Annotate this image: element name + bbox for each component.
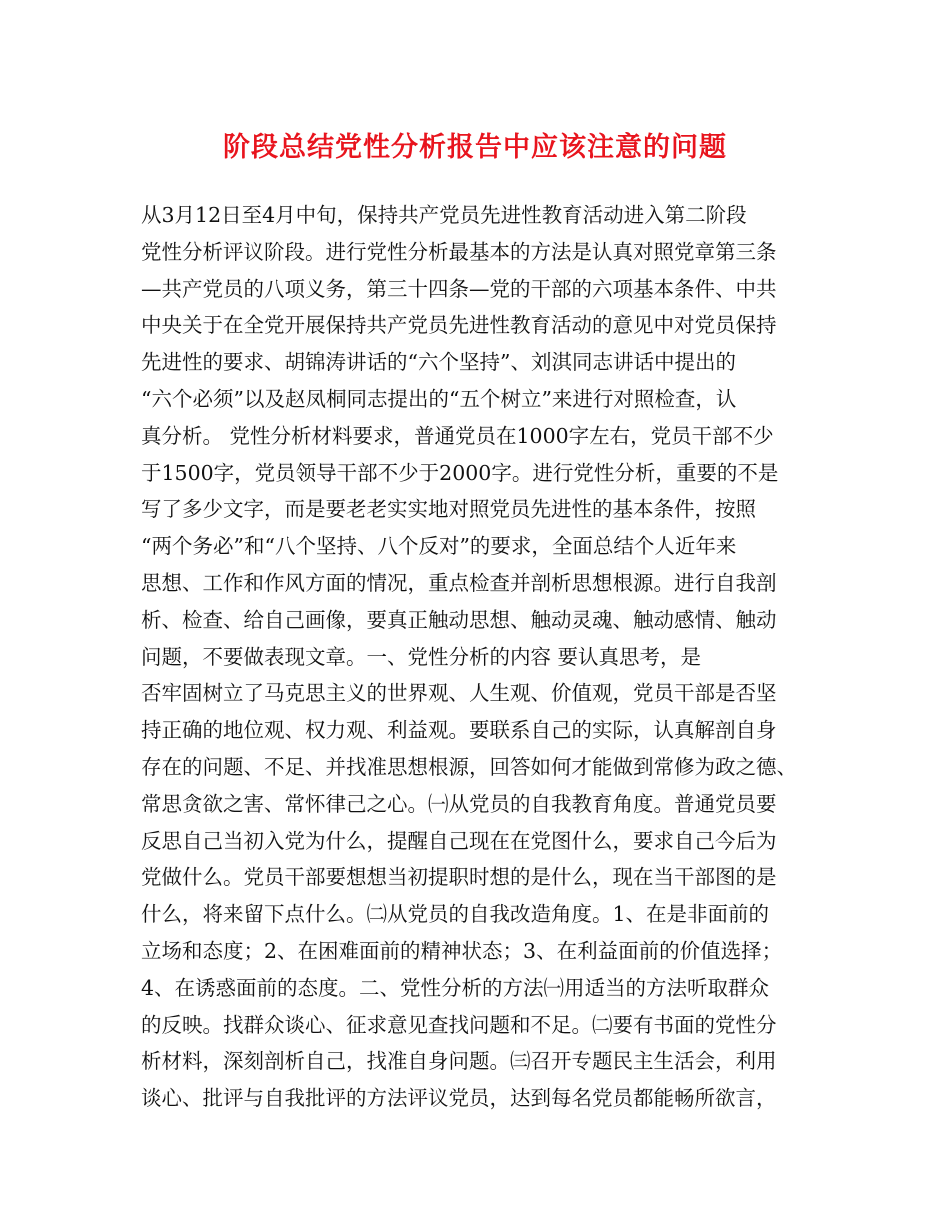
body-line: 持正确的地位观、权力观、利益观。要联系自己的实际，认真解剖自身 — [141, 718, 777, 743]
body-line: 什么，将来留下点什么。㈡从党员的自我改造角度。1、在是非面前的 — [141, 902, 770, 927]
body-line: 常思贪欲之害、常怀律己之心。㈠从党员的自我教育角度。普通党员要 — [141, 791, 777, 816]
body-line: 于1500字，党员领导干部不少于2000字。进行党性分析，重要的不是 — [141, 460, 779, 485]
body-line: “六个必须”以及赵凤桐同志提出的“五个树立”来进行对照检查，认 — [141, 386, 737, 411]
document-body — [141, 197, 821, 1117]
body-line: 从3月12日至4月中旬，保持共产党员先进性教育活动进入第二阶段 — [141, 203, 747, 227]
body-line: 否牢固树立了马克思主义的世界观、人生观、价值观，党员干部是否坚 — [141, 681, 777, 706]
body-line: 立场和态度；2、在困难面前的精神状态；3、在利益面前的价值选择； — [141, 938, 783, 963]
body-line: 反思自己当初入党为什么，提醒自己现在在党图什么，要求自己今后为 — [141, 828, 777, 853]
body-line: 党性分析评议阶段。进行党性分析最基本的方法是认真对照党章第三条 — [141, 239, 777, 264]
body-line: 写了多少文字，而是要老老实实地对照党员先进性的基本条件，按照 — [141, 497, 756, 522]
body-line: 先进性的要求、胡锦涛讲话的“六个坚持”、刘淇同志讲话中提出的 — [141, 350, 736, 375]
body-line: 思想、工作和作风方面的情况，重点检查并剖析思想根源。进行自我剖 — [141, 570, 777, 595]
body-line: 中央关于在全党开展保持共产党员先进性教育活动的意见中对党员保持 — [141, 313, 777, 338]
body-line: 析、检查、给自己画像，要真正触动思想、触动灵魂、触动感情、触动 — [141, 607, 777, 632]
body-line: “两个务必”和“八个坚持、八个反对”的要求，全面总结个人近年来 — [141, 534, 737, 559]
body-line: —共产党员的八项义务，第三十四条—党的干部的六项基本条件、中共 — [141, 276, 777, 301]
body-line: 问题，不要做表现文章。一、党性分析的内容 要认真思考，是 — [141, 644, 702, 669]
body-line: 真分析。 党性分析材料要求，普通党员在1000字左右，党员干部不少 — [141, 423, 774, 448]
document-title: 阶段总结党性分析报告中应该注意的问题 — [223, 132, 727, 163]
body-line: 存在的问题、不足、并找准思想根源，回答如何才能做到常修为政之德、 — [141, 754, 797, 779]
body-line: 的反映。找群众谈心、征求意见查找问题和不足。㈡要有书面的党性分 — [141, 1012, 777, 1037]
body-line: 析材料，深刻剖析自己，找准自身问题。㈢召开专题民主生活会，利用 — [141, 1049, 777, 1074]
body-line: 党做什么。党员干部要想想当初提职时想的是什么，现在当干部图的是 — [141, 865, 777, 890]
body-line: 4、在诱惑面前的态度。二、党性分析的方法㈠用适当的方法听取群众 — [141, 975, 770, 1000]
body-line: 谈心、批评与自我批评的方法评议党员，达到每名党员都能畅所欲言， — [141, 1086, 777, 1111]
